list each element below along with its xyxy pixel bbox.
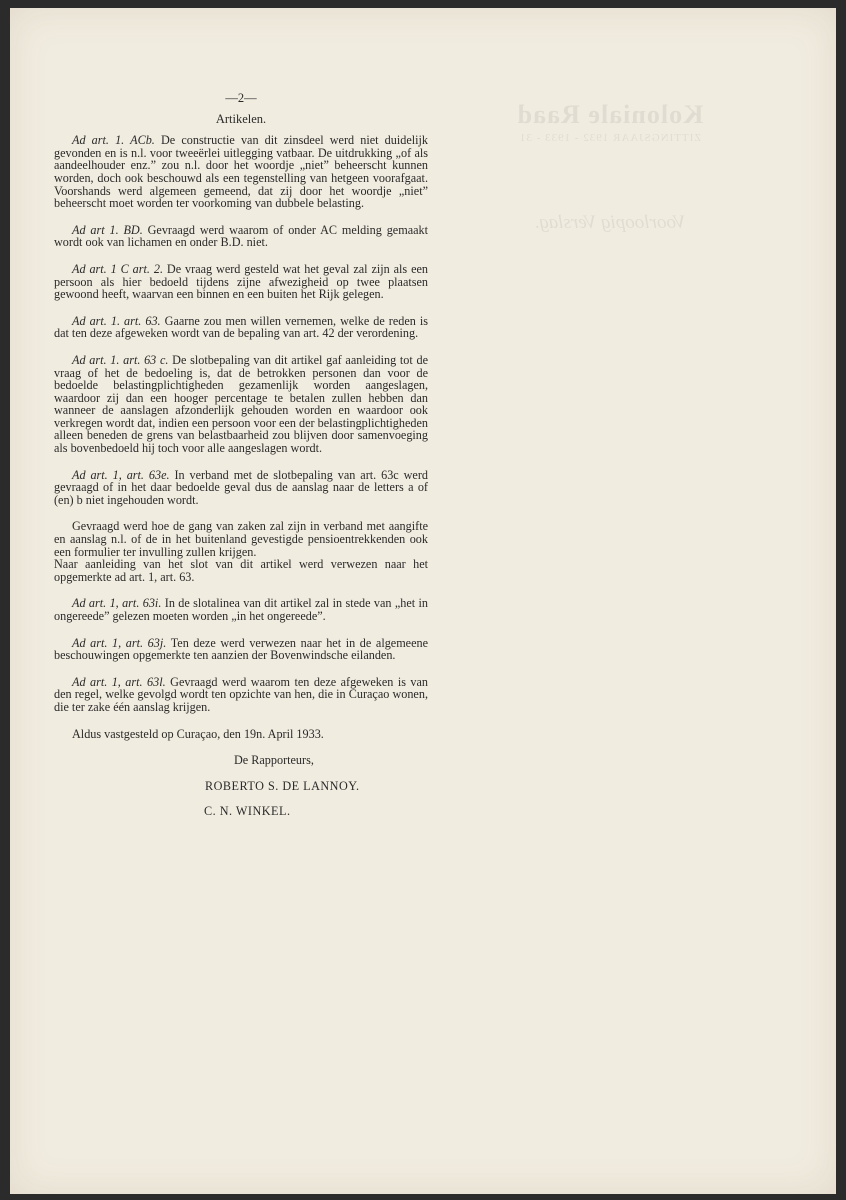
article-ref: Ad art. 1. art. 63. [72, 313, 161, 328]
article-ref: Ad art. 1, art. 63j. [72, 635, 167, 650]
paragraph-text: Naar aanleiding van het slot van dit artikel werd verwezen naar het opgemerkte ad art. 1, art. 63. [54, 557, 428, 584]
bleed-report-title: Voorloopig Verslag. [534, 212, 686, 233]
paragraph-text: In de slotalinea van dit artikel zal in stede van „het in ongereede” gelezen moeten worden „in het ongereede”. [54, 596, 429, 623]
paragraph-text: De vraag werd gesteld wat het geval zal zijn als een persoon als hier bedoeld tijdens zijne afwezigheid op twee plaatsen gewoond heeft, waarvan een binnen en een buiten het Rijk gelegen. [54, 261, 428, 302]
paragraph-11 [54, 676, 428, 714]
article-ref: Ad art. 1. ACb. [72, 133, 155, 148]
article-ref: Ad art. 1, art. 63l. [72, 674, 166, 689]
paragraph-1 [54, 134, 428, 210]
paragraph-2 [54, 224, 428, 249]
paragraph-5 [54, 354, 428, 455]
bleed-through-text [490, 100, 730, 234]
paragraph-text: Ten deze werd verwezen naar het in de algemeene beschouwingen opgemerkte ten aanzien der Bovenwindsche eilanden. [54, 635, 429, 663]
closing-line: Aldus vastgesteld op Curaçao, den 19n. April 1933. [72, 726, 324, 741]
signatory-1: ROBERTO S. DE LANNOY. [205, 778, 360, 793]
paragraph-text: In verband met de slotbepaling van art. 63c werd gevraagd of in het daar bedoelde geval dus de aanslag naar de letters a of (en) b niet ingehouden wordt. [54, 467, 428, 507]
paragraph-10 [54, 637, 428, 662]
paragraph-text: De slotbepaling van dit artikel gaf aanleiding tot de vraag of het de bedoeling is, dat de betrokken personen dan voor de bedoelde belastingplichtigheden gezamenlijk worden aangeslagen, waardoor zij dan een hooger percentage te betalen zullen hebben dan wanneer de aanslagen afzonderlijk gehouden worden en waardoor ook verkregen wordt dat, indien een persoon voor een der belastingplichtigheden alleen beneden de grens van belastbaarheid zou blijven door samenvoeging als bovenbedoeld hij toch voor alle aangeslagen wordt. [54, 352, 428, 456]
paragraph-8 [54, 558, 428, 583]
bleed-title: Koloniale Raad [516, 100, 704, 129]
text-column [54, 92, 428, 818]
paragraph-4 [54, 315, 428, 340]
paragraph-3 [54, 263, 428, 301]
signatory-2: C. N. WINKEL. [204, 804, 291, 819]
article-ref: Ad art. 1, art. 63i. [72, 596, 162, 611]
paragraph-text: Gevraagd werd waarom ten deze afgeweken is van den regel, welke gevolgd wordt ten opzichte van hen, die in Curaçao wonen, die ter zake één aanslag krijgen. [54, 674, 429, 714]
document-page [10, 8, 836, 1194]
paragraph-text: Gevraagd werd hoe de gang van zaken zal zijn in verband met aangifte en aanslag n.l. of de in het buitenland gevestigde pensioentrekkenden ook een formulier ter invulling zullen krijgen. [54, 519, 428, 559]
section-heading: Artikelen. [215, 111, 267, 126]
article-ref: Ad art 1. BD. [72, 222, 143, 237]
article-ref: Ad art. 1, art. 63e. [72, 467, 170, 482]
page-number: —2— [225, 91, 257, 105]
article-ref: Ad art. 1 C art. 2. [72, 261, 163, 276]
rapporteurs-label: De Rapporteurs, [234, 753, 314, 768]
article-ref: Ad art. 1. art. 63 c. [72, 352, 169, 367]
paragraph-9 [54, 597, 428, 622]
paragraph-text: De constructie van dit zinsdeel werd niet duidelijk gevonden en is n.l. voor tweeërlei uitlegging vatbaar. De uitdrukking „of als aandeelhouder enz.” zou n.l. door het woordje „niet” beheerscht kunnen worden, doch ook beschouwd als een tegenstelling van hetgeen voorafgaat. Voorshands werd algemeen gemeend, dat zij door het woordje „niet” beheerscht moet worden ter voorkoming van dubbele belasting. [54, 133, 428, 211]
paragraph-text: Gaarne zou men willen vernemen, welke de reden is dat ten deze afgeweken wordt van de bepaling van art. 42 der verordening. [54, 313, 429, 341]
paragraph-text: Gevraagd werd waarom of onder AC melding gemaakt wordt ook van lichamen en onder B.D. niet. [54, 222, 428, 250]
bleed-subtitle: ZITTINGSJAAR 1932 - 1933 - 31 [518, 132, 702, 144]
paragraph-7 [54, 520, 428, 558]
paragraph-6 [54, 469, 428, 507]
